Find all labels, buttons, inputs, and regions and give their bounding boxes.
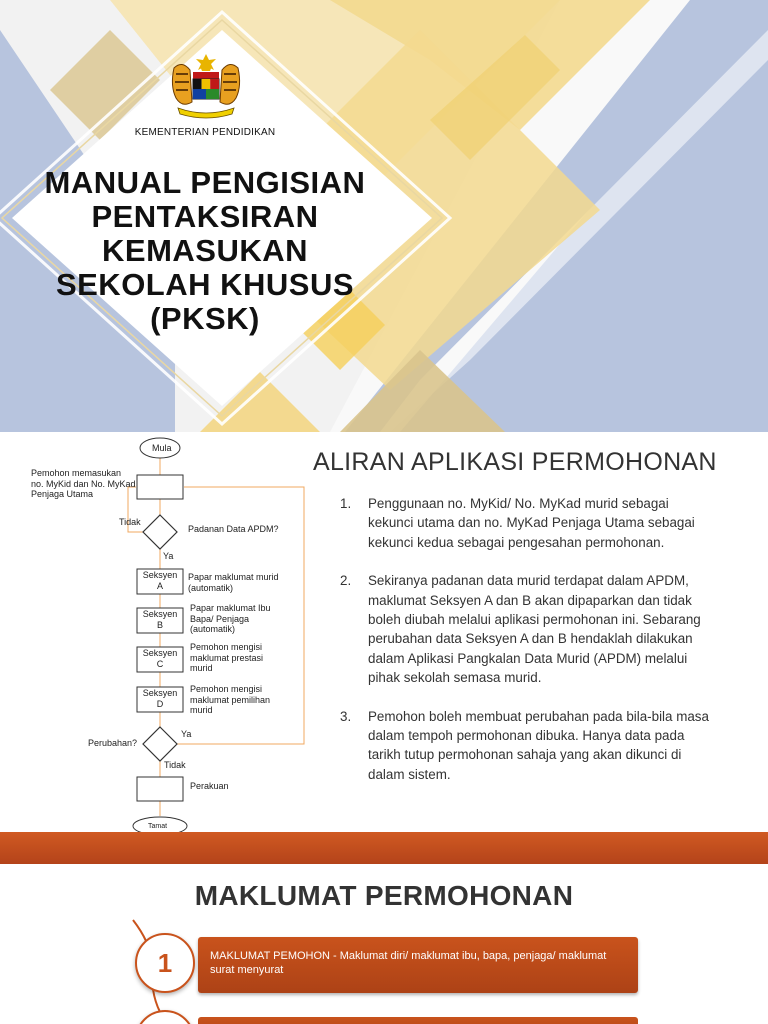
perakuan-box bbox=[137, 777, 183, 801]
title-line: KEMASUKAN bbox=[102, 233, 308, 268]
connector-line bbox=[0, 832, 768, 1024]
info-slide bbox=[0, 832, 768, 1024]
info-bar-text: MAKLUMAT PEMOHON - Maklumat diri/ maklumat ibu, bapa, penjaga/ maklumat surat menyurat bbox=[210, 950, 607, 976]
list-text: Sekiranya padanan data murid terdapat dalam APDM, maklumat Seksyen A dan B akan dipaparkan dan tidak boleh diubah melalui aplikasi permohonan ini. Sebarang perubahan data Seksyen A dan B hendaklah dilakukan dalam Aplikasi Pangkalan Data Murid (APDM) melalui pihak sekolah semasa murid. bbox=[368, 573, 701, 686]
decision1-label: Padanan Data APDM? bbox=[188, 524, 279, 534]
title-line: MANUAL PENGISIAN bbox=[44, 165, 366, 200]
ministry-name: KEMENTERIAN PENDIDIKAN bbox=[134, 127, 276, 138]
title-line: SEKOLAH KHUSUS bbox=[55, 267, 355, 302]
section-d-desc: Pemohon mengisi maklumat pemilihan murid bbox=[190, 684, 271, 715]
info-slide-title: MAKLUMAT PERMOHONAN bbox=[194, 880, 574, 911]
no-label: Tidak bbox=[119, 517, 141, 527]
decision2-label: Perubahan? bbox=[88, 738, 138, 748]
title-slide bbox=[0, 0, 768, 432]
number-badge-text: 1 bbox=[157, 948, 173, 978]
section-d-label: Seksyen D bbox=[142, 688, 178, 709]
section-a-desc: Papar maklumat murid (automatik) bbox=[188, 572, 279, 593]
section-c-desc: Pemohon mengisi maklumat prestasi murid bbox=[190, 642, 264, 673]
no2-label: Tidak bbox=[164, 760, 186, 770]
end-label: Tamat bbox=[148, 823, 168, 830]
info-bar bbox=[198, 937, 638, 993]
section-a-label: Seksyen A bbox=[142, 570, 178, 591]
yes-label: Ya bbox=[163, 551, 174, 561]
input-label: Pemohon memasukan no. MyKid dan No. MyKad Penjaga Utama bbox=[31, 468, 136, 499]
title-line: PENTAKSIRAN bbox=[91, 199, 319, 234]
list-number: 2. bbox=[340, 573, 352, 589]
section-b-label: Seksyen B bbox=[142, 609, 178, 630]
yes2-label: Ya bbox=[181, 729, 192, 739]
info-bar-partial bbox=[198, 1017, 638, 1024]
decision-change bbox=[143, 727, 177, 761]
start-label: Mula bbox=[152, 443, 172, 453]
list-text: Penggunaan no. MyKid/ No. MyKad murid sebagai kekunci utama dan no. MyKad Penjaga Utama sebagai kekunci kedua sebagai pengesahan permohonan. bbox=[368, 496, 695, 550]
flow-slide-title: ALIRAN APLIKASI PERMOHONAN bbox=[313, 448, 717, 476]
number-badge bbox=[135, 933, 195, 993]
decision-apdm bbox=[143, 515, 177, 549]
list-number: 3. bbox=[340, 708, 352, 724]
list-item bbox=[340, 571, 710, 687]
list-text: Pemohon boleh membuat perubahan pada bila-bila masa dalam tempoh permohonan dibuka. Hanya data pada tarikh tutup permohonan sahaja yang akan dikunci di dalam sistem. bbox=[368, 708, 709, 782]
coat-of-arms-icon bbox=[160, 52, 252, 122]
explanation-list bbox=[340, 494, 710, 803]
flow-slide bbox=[0, 432, 768, 832]
list-item bbox=[340, 494, 710, 552]
title-line: (PKSK) bbox=[150, 301, 260, 336]
section-b-desc: Papar maklumat Ibu Bapa/ Penjaga (automatik) bbox=[190, 603, 271, 634]
slide-title bbox=[30, 166, 380, 336]
section-c-label: Seksyen C bbox=[142, 648, 178, 669]
input-box bbox=[137, 475, 183, 499]
list-item bbox=[340, 707, 710, 785]
perakuan-label: Perakuan bbox=[190, 781, 229, 791]
list-number: 1. bbox=[340, 496, 352, 511]
